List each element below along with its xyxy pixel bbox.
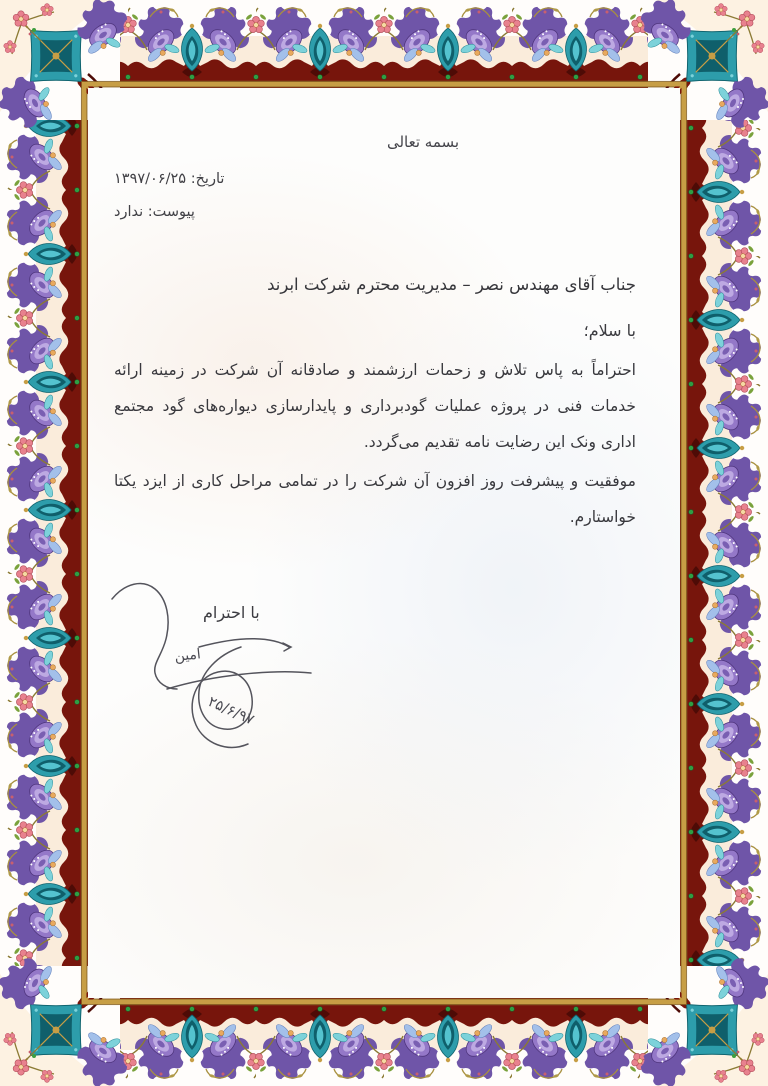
attachment-label: پیوست: (147, 204, 195, 220)
attachment-value: ندارد (114, 204, 144, 220)
signature-name: امین (173, 646, 202, 665)
date-label: تاریخ: (190, 171, 225, 187)
letter-content (88, 88, 680, 998)
signature-upper-stroke (199, 639, 291, 651)
signature-block (103, 577, 333, 787)
attachment-line (114, 204, 636, 220)
signature-swoosh (112, 584, 177, 689)
border-band-left (0, 0, 88, 1086)
body-paragraph-2: موفقیت و پیشرفت روز افزون آن شرکت را در تمامی مراحل کاری از ایزد یکتا خواستارم. (114, 472, 636, 526)
border-band-right (680, 0, 768, 1086)
closing-respect: با احترام (203, 603, 260, 622)
date-value: ۱۳۹۷/۰۶/۲۵ (114, 171, 187, 187)
signature-date: ۲۵/۶/۹۷ (205, 694, 257, 729)
body-paragraph-1: احتراماً به پاس تلاش و زحمات ارزشمند و صادقانه آن شرکت در زمینه ارائه خدمات فنی در پروژه عملیات گودبرداری و پایدارسازی دیواره‌های گود مجتمع اداری ونک این رضایت نامه تقدیم می‌گردد. (114, 361, 636, 451)
recipient-line: جناب آقای مهندس نصر – مدیریت محترم شرکت ابرند (267, 275, 636, 294)
date-line (114, 171, 636, 187)
signature-long-stroke (167, 672, 311, 689)
besmele: بسمه تعالی (386, 133, 460, 151)
salutation: با سلام؛ (583, 321, 636, 340)
